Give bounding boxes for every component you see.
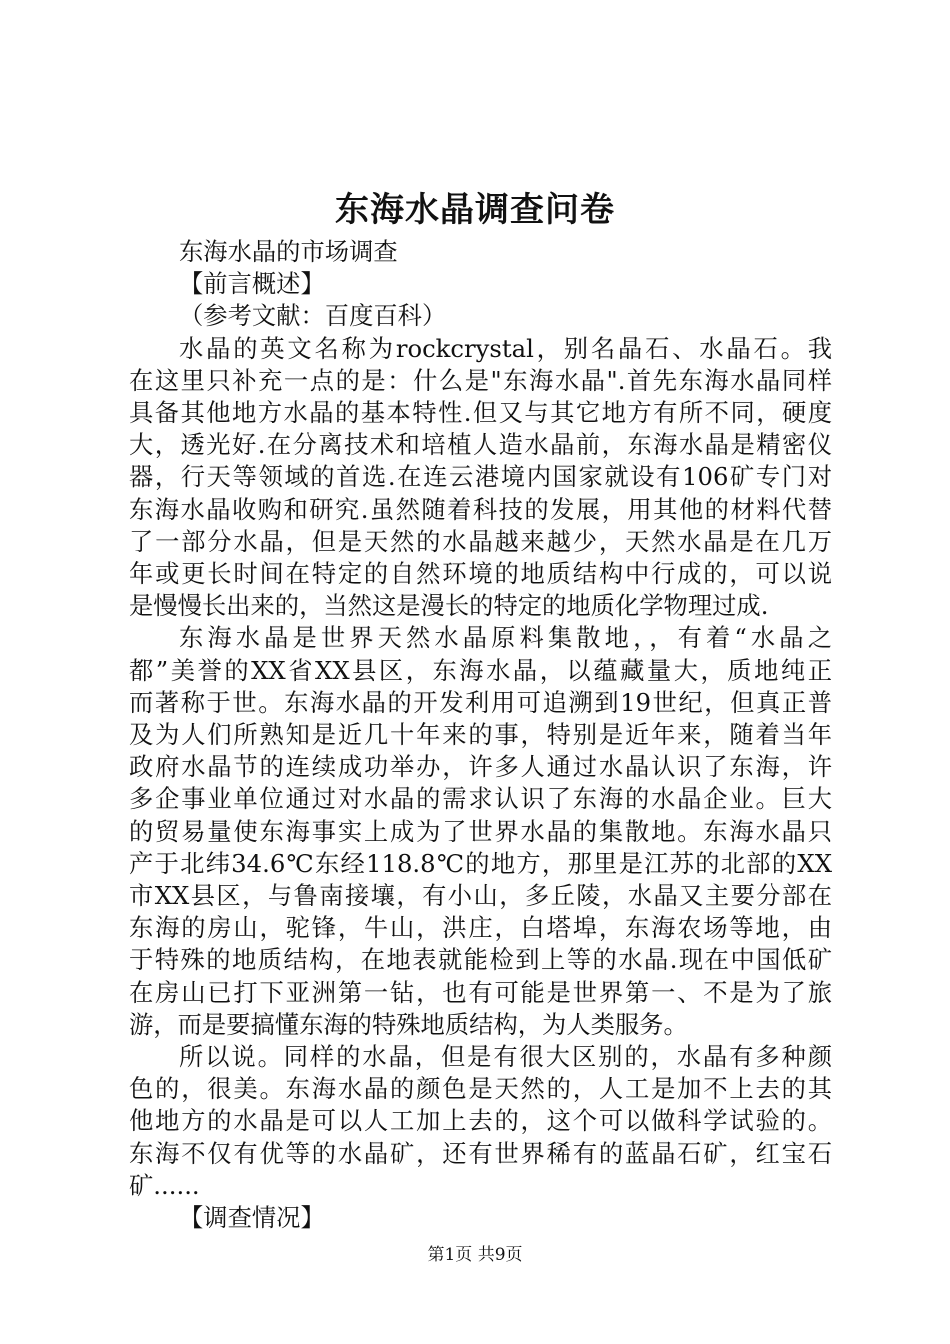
page-footer: 第1页 共9页 xyxy=(427,1245,523,1265)
paragraph-line: 东海水晶收购和研究.虽然随着科技的发展，用其他的材料代替 xyxy=(129,494,832,524)
document-body xyxy=(129,236,832,1234)
paragraph-line: 游，而是要搞懂东海的特殊地质结构，为人类服务。 xyxy=(129,1009,688,1039)
paragraph-2 xyxy=(129,622,832,1041)
paragraph-1 xyxy=(129,333,832,623)
reference-note: （参考文献：百度百科） xyxy=(179,301,447,331)
paragraph-line: 他地方的水晶是可以人工加上去的，这个可以做科学试验的。 xyxy=(129,1106,832,1136)
paragraph-line: 是慢慢长出来的，当然这是漫长的特定的地质化学物理过成. xyxy=(129,591,769,621)
paragraph-line: 东海的房山，驼锋，牛山，洪庄，白塔埠，东海农场等地，由 xyxy=(129,913,832,943)
paragraph-line: 大，透光好.在分离技术和培植人造水晶前，东海水晶是精密仪 xyxy=(129,430,832,460)
paragraph-line: 政府水晶节的连续成功举办，许多人通过水晶认识了东海，许 xyxy=(129,752,832,782)
paragraph-line: 市XX县区，与鲁南接壤，有小山，多丘陵，水晶又主要分部在 xyxy=(129,881,832,911)
paragraph-line: 而著称于世。东海水晶的开发利用可追溯到19世纪，但真正普 xyxy=(129,687,832,717)
paragraph-line: 在房山已打下亚洲第一钻，也有可能是世界第一、不是为了旅 xyxy=(129,977,832,1007)
paragraph-line: 器，行天等领域的首选.在连云港境内国家就设有106矿专门对 xyxy=(129,462,832,492)
paragraph-line: 的贸易量使东海事实上成为了世界水晶的集散地。东海水晶只 xyxy=(129,816,832,846)
paragraph-line: 所以说。同样的水晶，但是有很大区别的，水晶有多种颜 xyxy=(179,1042,832,1072)
paragraph-line: 具备其他地方水晶的基本特性.但又与其它地方有所不同，硬度 xyxy=(129,398,832,428)
paragraph-line: 矿...... xyxy=(129,1170,200,1200)
page-title: 东海水晶调查问卷 xyxy=(335,190,615,230)
paragraph-line: 多企事业单位通过对水晶的需求认识了东海的水晶企业。巨大 xyxy=(129,784,832,814)
paragraph-line: 水晶的英文名称为rockcrystal，别名晶石、水晶石。我 xyxy=(179,333,832,363)
paragraph-line: 于特殊的地质结构，在地表就能检到上等的水晶.现在中国低矿 xyxy=(129,945,832,975)
paragraph-3 xyxy=(129,1041,832,1202)
paragraph-line: 产于北纬34.6℃东经118.8℃的地方，那里是江苏的北部的XX xyxy=(129,848,832,878)
paragraph-line: 都”美誉的XX省XX县区，东海水晶，以蕴藏量大，质地纯正 xyxy=(129,655,832,685)
paragraph-line: 了一部分水晶，但是天然的水晶越来越少，天然水晶是在几万 xyxy=(129,526,832,556)
paragraph-line: 色的，很美。东海水晶的颜色是天然的，人工是加不上去的其 xyxy=(129,1074,832,1104)
subtitle: 东海水晶的市场调查 xyxy=(179,237,398,266)
paragraph-line: 在这里只补充一点的是：什么是"东海水晶".首先东海水晶同样 xyxy=(129,365,832,395)
section-heading-survey: 【调查情况】 xyxy=(179,1203,325,1233)
paragraph-line: 东海不仅有优等的水晶矿，还有世界稀有的蓝晶石矿，红宝石 xyxy=(129,1138,832,1168)
paragraph-line: 及为人们所熟知是近几十年来的事，特别是近年来，随着当年 xyxy=(129,720,832,750)
paragraph-line: 年或更长时间在特定的自然环境的地质结构中行成的，可以说 xyxy=(129,559,832,589)
section-heading-preface: 【前言概述】 xyxy=(179,269,325,299)
paragraph-line: 东海水晶是世界天然水晶原料集散地，，有着“水晶之 xyxy=(179,623,832,653)
